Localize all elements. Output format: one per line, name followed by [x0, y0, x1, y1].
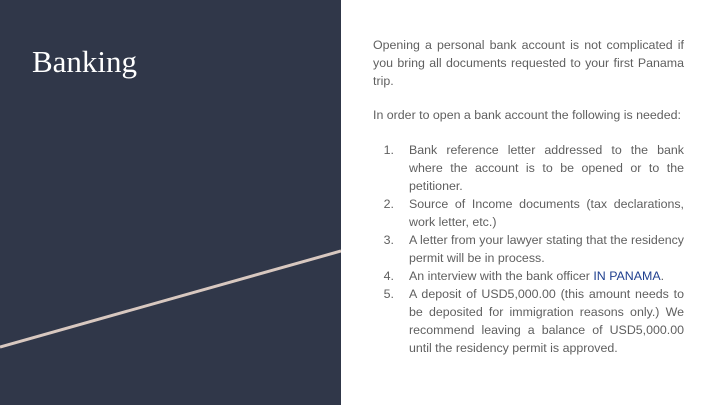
list-number: 2.: [383, 197, 394, 211]
list-item: [373, 267, 684, 285]
list-item-text: Bank reference letter addressed to the bank where the account is to be opened or to the petitioner.: [409, 143, 684, 193]
list-item: [373, 285, 684, 357]
slide-body: [373, 36, 684, 357]
list-item: [373, 231, 684, 267]
list-number: 3.: [383, 233, 394, 247]
list-item-text: A letter from your lawyer stating that the residency permit will be in process.: [409, 233, 684, 265]
slide-title: Banking: [32, 44, 138, 79]
list-item-suffix: .: [660, 269, 665, 283]
list-item: [373, 141, 684, 195]
list-item-text: Source of Income documents (tax declarations, work letter, etc.): [409, 197, 684, 229]
highlighted-location: IN PANAMA: [593, 269, 661, 283]
intro-paragraph: Opening a personal bank account is not complicated if you bring all documents requested to your first Panama trip.: [373, 38, 684, 88]
list-number: 1.: [383, 143, 394, 157]
title-panel: [0, 0, 341, 405]
list-item: [373, 195, 684, 231]
list-number: 5.: [383, 287, 394, 301]
list-item-text: A deposit of USD5,000.00 (this amount needs to be deposited for immigration reasons only.) We recommend leaving a balance of USD5,000.00 until the residency permit is approved.: [409, 287, 684, 355]
requirements-list: [373, 141, 684, 357]
list-item-text: An interview with the bank officer: [409, 269, 594, 283]
lead-in-paragraph: In order to open a bank account the following is needed:: [373, 108, 681, 122]
list-number: 4.: [383, 269, 394, 283]
